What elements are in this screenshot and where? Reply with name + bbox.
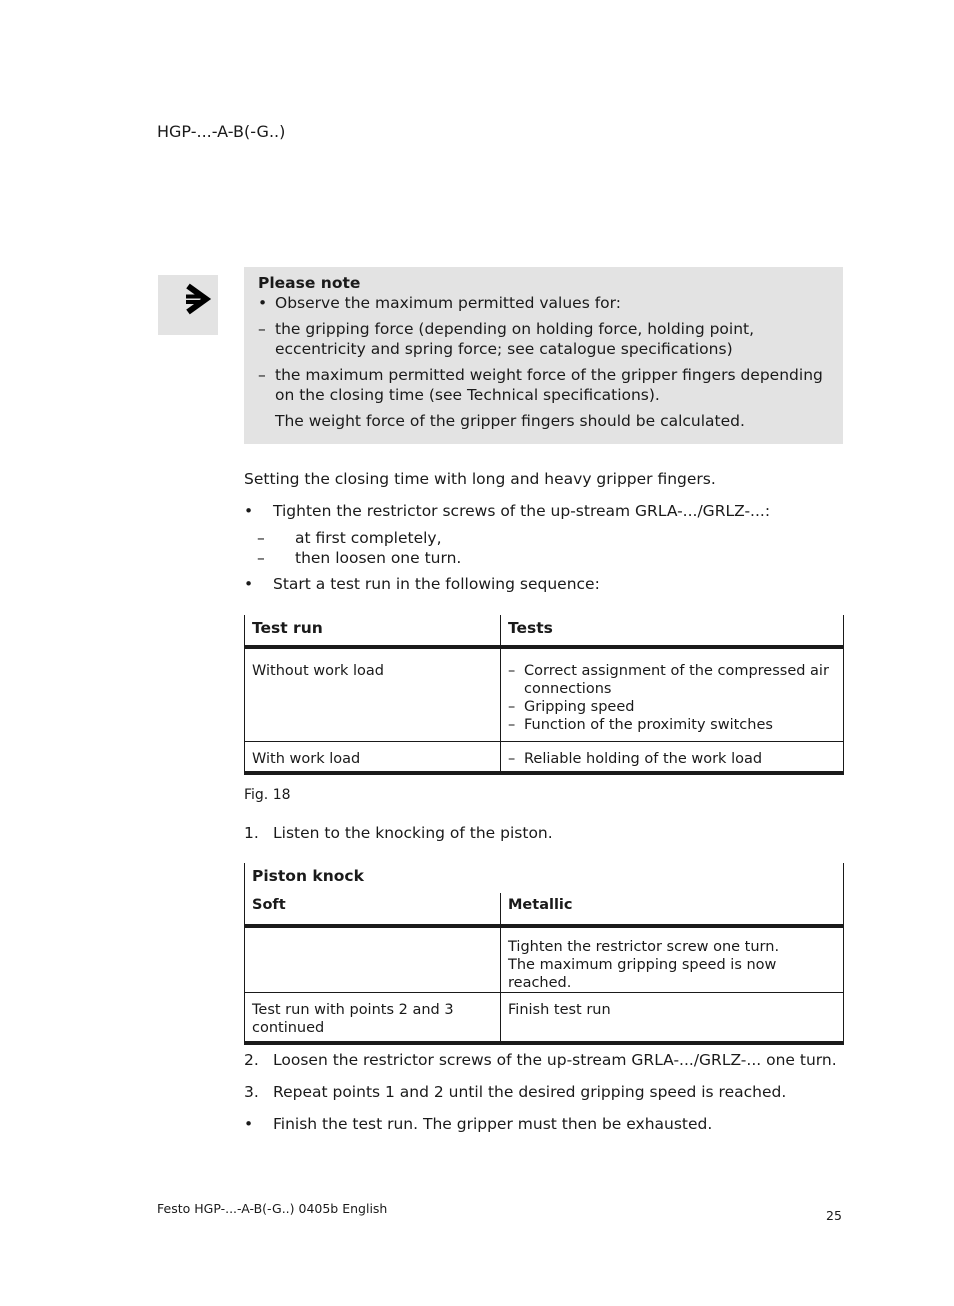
note-item-text: the maximum permitted weight force of the gripper fingers depending on the closing time (see Technical specifications).: [275, 366, 823, 404]
table-cell: [501, 993, 844, 1043]
list-item-text: Correct assignment of the compressed air connections: [524, 663, 829, 697]
table-cell: Test run with points 2 and 3 continued: [245, 993, 501, 1043]
table-title: Piston knock: [245, 863, 844, 893]
table-header-row: [245, 615, 844, 647]
note-bullet: [258, 293, 833, 313]
column-header: Soft: [245, 893, 501, 926]
table-row: [245, 926, 844, 993]
table-title-row: [245, 863, 844, 893]
note-item: [258, 365, 833, 405]
column-header: Test run: [245, 615, 501, 647]
note-bullet-text: Observe the maximum permitted values for:: [275, 294, 621, 312]
list-item: [508, 716, 836, 734]
bullet-mark: •: [258, 294, 268, 312]
dash-mark: –: [508, 663, 516, 679]
intro-paragraph: Setting the closing time with long and heavy gripper fingers.: [244, 470, 716, 488]
table-cell: [245, 926, 501, 993]
note-extra: [258, 411, 833, 431]
test-run-table: [244, 615, 844, 775]
sub-item: [257, 528, 442, 548]
note-item-text: the gripping force (depending on holding force, holding point, eccentricity and spring force; see catalogue specifications): [275, 320, 755, 358]
bullet-text: Tighten the restrictor screws of the up-stream GRLA-.../GRLZ-...:: [273, 502, 771, 520]
dash-mark: –: [257, 549, 265, 567]
sub-item: [257, 548, 461, 568]
bullet-mark: •: [244, 575, 254, 593]
cell-line: Finish test run: [508, 1002, 611, 1018]
sub-item-text: then loosen one turn.: [295, 549, 462, 567]
list-item: [508, 698, 836, 716]
note-item: [258, 319, 833, 359]
list-item-text: Gripping speed: [524, 699, 635, 715]
table-cell: [501, 741, 844, 773]
table-cell: [501, 647, 844, 741]
step-text: Repeat points 1 and 2 until the desired gripping speed is reached.: [273, 1083, 787, 1101]
step-text: Listen to the knocking of the piston.: [273, 824, 553, 842]
bullet-item: [244, 574, 600, 594]
dash-mark: –: [258, 320, 266, 338]
bullet-mark: •: [244, 1115, 254, 1133]
dash-mark: –: [508, 750, 516, 767]
note-box: [244, 267, 843, 444]
dash-mark: –: [257, 529, 265, 547]
step-number: 3.: [244, 1083, 259, 1101]
table-row: [245, 993, 844, 1043]
bullet-item: [244, 501, 844, 521]
cell-line: Tighten the restrictor screw one turn.: [508, 939, 780, 955]
page-number: 25: [826, 1208, 842, 1223]
cell-line: The maximum gripping speed is now reached.: [508, 957, 777, 991]
table-cell: [501, 926, 844, 993]
table-row: [245, 647, 844, 741]
footer-left: Festo HGP-...-A-B(-G..) 0405b English: [157, 1201, 388, 1216]
bullet-text: Start a test run in the following sequence:: [273, 575, 600, 593]
list-item-text: Function of the proximity switches: [524, 717, 773, 733]
table-cell: Without work load: [245, 647, 501, 741]
dash-mark: –: [508, 717, 516, 733]
figure-label: Fig. 18: [244, 787, 291, 803]
list-item-text: Reliable holding of the work load: [524, 750, 763, 767]
note-extra-text: The weight force of the gripper fingers should be calculated.: [275, 412, 745, 430]
bullet-mark: •: [244, 502, 254, 520]
table-cell: With work load: [245, 741, 501, 773]
column-header: Metallic: [501, 893, 844, 926]
column-header: Tests: [501, 615, 844, 647]
list-item: [508, 662, 836, 698]
dash-mark: –: [258, 366, 266, 384]
note-title: Please note: [258, 274, 361, 292]
table-row: [245, 741, 844, 773]
step-number: 2.: [244, 1051, 259, 1069]
arrow-right-icon: [158, 275, 218, 335]
table-header-row: [245, 893, 844, 926]
sub-item-text: at first completely,: [295, 529, 442, 547]
dash-mark: –: [508, 699, 516, 715]
note-icon-box: [158, 275, 218, 335]
document-header: HGP-...-A-B(-G..): [157, 122, 286, 141]
list-item: [508, 750, 836, 768]
piston-knock-table: [244, 863, 844, 1045]
step-number: 1.: [244, 824, 259, 842]
bullet-text: Finish the test run. The gripper must then be exhausted.: [273, 1115, 713, 1133]
step-text: Loosen the restrictor screws of the up-stream GRLA-.../GRLZ-... one turn.: [273, 1051, 837, 1069]
